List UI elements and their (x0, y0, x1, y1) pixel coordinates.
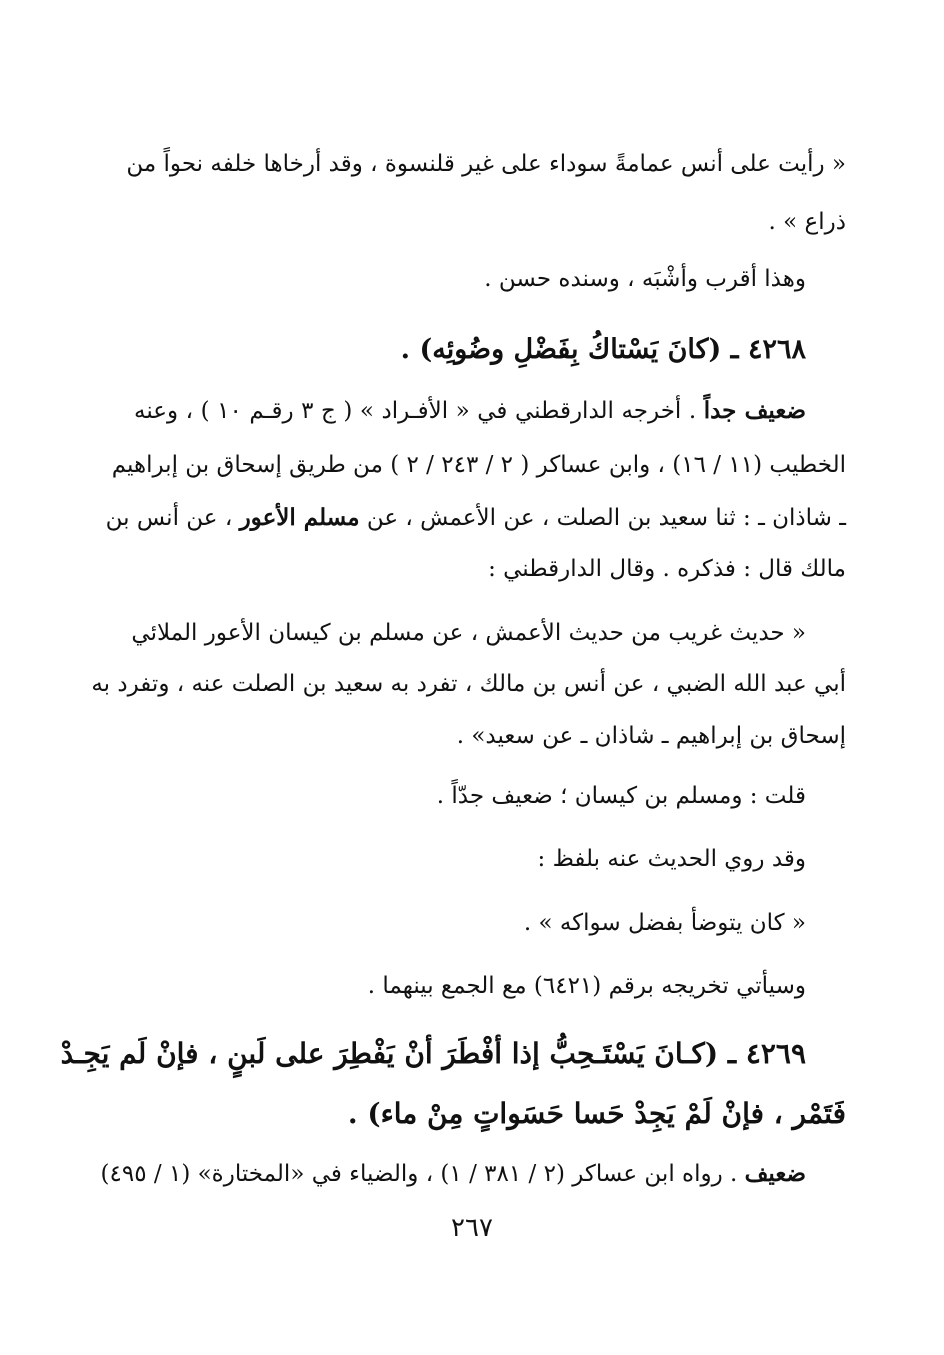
grade-label: ضعيف (744, 1160, 806, 1187)
text-fragment: . أخرجه الدارقطني في « الأفـراد » ( ج ٣ رقـم ١٠ ) ، وعنه (134, 398, 704, 424)
text-line: وهذا أقرب وأشْبَه ، وسنده حسن . (484, 266, 806, 292)
text-line: الخطيب (١١ / ١٦) ، وابن عساكر ( ٢ / ٢٤٣ / ٢ ) من طريق إسحاق بن إبراهيم (111, 452, 846, 478)
text-line (105, 498, 846, 538)
grade-label: ضعيف جداً (703, 397, 806, 424)
text-line: « كان يتوضأ بفضل سواكه » . (523, 910, 806, 936)
text-line (134, 391, 806, 431)
hadith-heading: فَتَمْر ، فإنْ لَمْ يَجِدْ حَسا حَسَواتٍ مِنْ ماء) . (347, 1097, 846, 1130)
text-fragment: . رواه ابن عساكر (٢ / ٣٨١ / ١) ، والضياء في «المختارة» (١ / ٤٩٥) (100, 1161, 745, 1187)
text-line: قلت : ومسلم بن كيسان ؛ ضعيف جدّاً . (436, 783, 806, 809)
text-line: وسيأتي تخريجه برقم (٦٤٢١) مع الجمع بينهما . (367, 973, 806, 999)
narrator-name: مسلم الأعور (239, 504, 360, 531)
text-line: ذراع » . (768, 209, 846, 235)
text-fragment: ، عن أنس بن (105, 505, 240, 531)
text-line (100, 1154, 806, 1194)
text-line: « حديث غريب من حديث الأعمش ، عن مسلم بن كيسان الأعور الملائي (131, 620, 806, 646)
text-line: إسحاق بن إبراهيم ـ شاذان ـ عن سعيد» . (456, 723, 846, 749)
page-number: ٢٦٧ (451, 1213, 493, 1243)
hadith-heading: ٤٢٦٩ ـ (كـانَ يَسْتَـحِبُّ إذا أفْطَرَ أنْ يَفْطِرَ على لَبنٍ ، فإنْ لَم يَجِـدْ (60, 1037, 806, 1070)
text-line: « رأيت على أنس عمامةً سوداء على غير قلنسوة ، وقد أرخاها خلفه نحواً من (126, 151, 846, 177)
hadith-heading: ٤٢٦٨ ـ (كانَ يَسْتاكُ بِفَضْلِ وضُوئِه) . (400, 334, 806, 365)
text-fragment: ـ شاذان ـ : ثنا سعيد بن الصلت ، عن الأعمش ، عن (359, 505, 846, 531)
text-line: مالك قال : فذكره . وقال الدارقطني : (488, 556, 846, 582)
text-line: وقد روي الحديث عنه بلفظ : (537, 846, 806, 872)
text-line: أبي عبد الله الضبي ، عن أنس بن مالك ، تفرد به سعيد بن الصلت عنه ، وتفرد به (91, 671, 846, 697)
